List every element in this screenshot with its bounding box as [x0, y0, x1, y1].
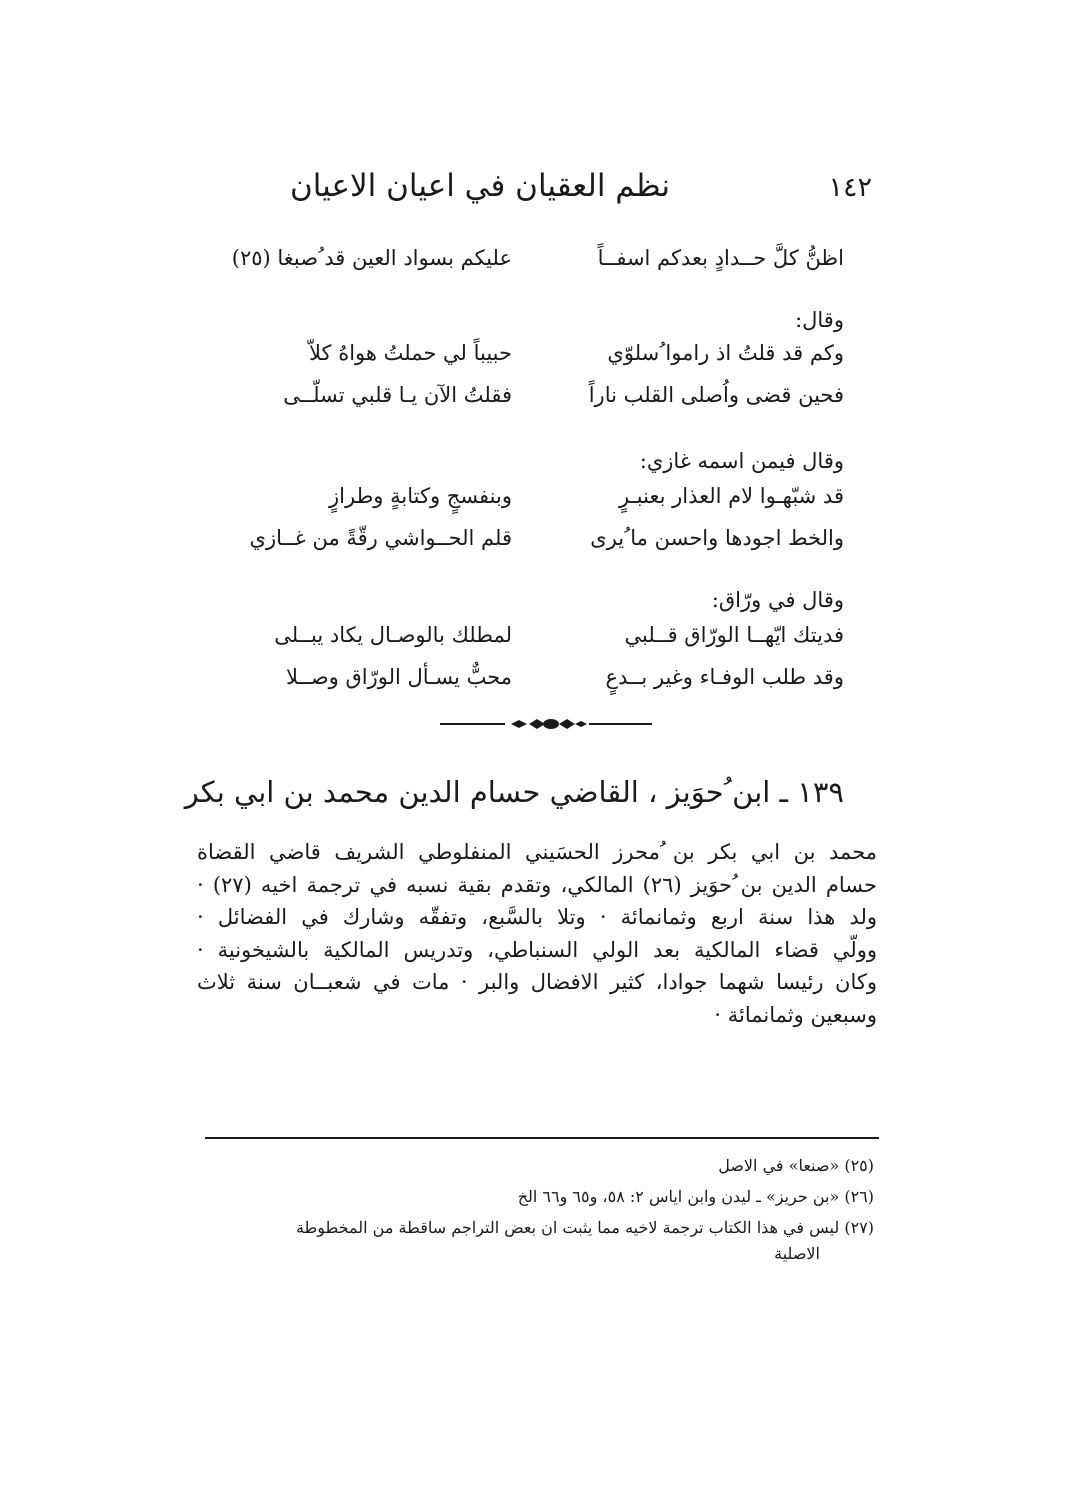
footnote-rule	[205, 1137, 879, 1139]
section-intro: وقال فيمن اسمه غازي:	[639, 449, 844, 473]
body-line: وسبعين وثمانمائة ·	[714, 1002, 877, 1027]
body-line: ولد هذا سنة اربع وثمانمائة · وتلا بالسَّبع، وتفقّه وشارك في الفضائل ·	[197, 905, 877, 930]
verse-hemistich-left: قلم الحــواشي رقّةً من غــازي	[249, 526, 512, 550]
verse-hemistich-left: وبنفسجٍ وكتابةٍ وطرازٍ	[329, 484, 512, 508]
verse-hemistich-right: فديتك ايّهــا الورّاق قــلبي	[624, 623, 844, 647]
verse-hemistich-left: لمطلك بالوصـال يكاد يبــلى	[274, 623, 512, 647]
verse-hemistich-right: فحين قضى واُصلى القلب ناراً	[588, 383, 844, 407]
verse-hemistich-left: حبيباً لي حملتُ هواهُ كلاّ	[309, 341, 512, 365]
footnote-continuation: الاصلية	[774, 1244, 820, 1263]
biography-body	[197, 836, 877, 1032]
footnote: (٢٥) «صنعا» في الاصل	[718, 1156, 874, 1175]
biography-heading: ١٣٩ ـ ابن ُحوَيز ، القاضي حسام الدين محمد بن ابي بكر	[184, 775, 844, 809]
footnote: (٢٦) «بن حريز» ـ ليدن وابن اياس ٢: ٥٨، و٦٥ و٦٦ الخ	[517, 1187, 874, 1206]
ornament-icon	[505, 717, 589, 731]
body-line: حسام الدين بن ُحوَيز (٢٦) المالكي، وتقدم بقية نسبه في ترجمة اخيه (٢٧) ·	[197, 872, 878, 897]
verse-hemistich-left: عليكم بسواد العين قد ُصبغا (٢٥)	[231, 246, 512, 270]
footnote: (٢٧) ليس في هذا الكتاب ترجمة لاخيه مما يثبت ان بعض التراجم ساقطة من المخطوطة	[295, 1218, 874, 1237]
body-line: وكان رئيسا شهما جوادا، كثير الافضال والبر · مات في شعبــان سنة ثلاث	[197, 970, 877, 995]
verse-hemistich-right: قد شبّهـوا لام العذار بعنبـرٍ	[619, 484, 844, 508]
verse-hemistich-left: فقلتُ الآن يـا قلبي تسلّــى	[283, 383, 512, 407]
body-line: محمد بن ابي بكر بن ُمحرز الحسَيني المنفلوطي الشريف قاضي القضاة	[197, 840, 877, 864]
verse-hemistich-left: محبٌّ يسـأل الورّاق وصــلا	[286, 665, 512, 689]
body-line: وولّي قضاء المالكية بعد الولي السنباطي، وتدريس المالكية بالشيخونية ·	[197, 937, 877, 962]
section-intro: وقال في ورّاق:	[711, 588, 844, 612]
section-intro: وقال:	[795, 308, 844, 332]
verse-hemistich-right: وكم قد قلتُ اذ راموا ُسلوّي	[607, 341, 844, 365]
page-number: ١٤٢	[828, 172, 872, 203]
verse-hemistich-right: والخط اجودها واحسن ما ُيرى	[590, 526, 844, 550]
verse-hemistich-right: اظنُّ كلَّ حــدادٍ بعدكم اسفــاً	[597, 246, 844, 270]
verse-hemistich-right: وقد طلب الوفـاء وغير بــدعٍ	[605, 665, 844, 689]
page-title: نظم العقيان في اعيان الاعيان	[289, 168, 670, 204]
